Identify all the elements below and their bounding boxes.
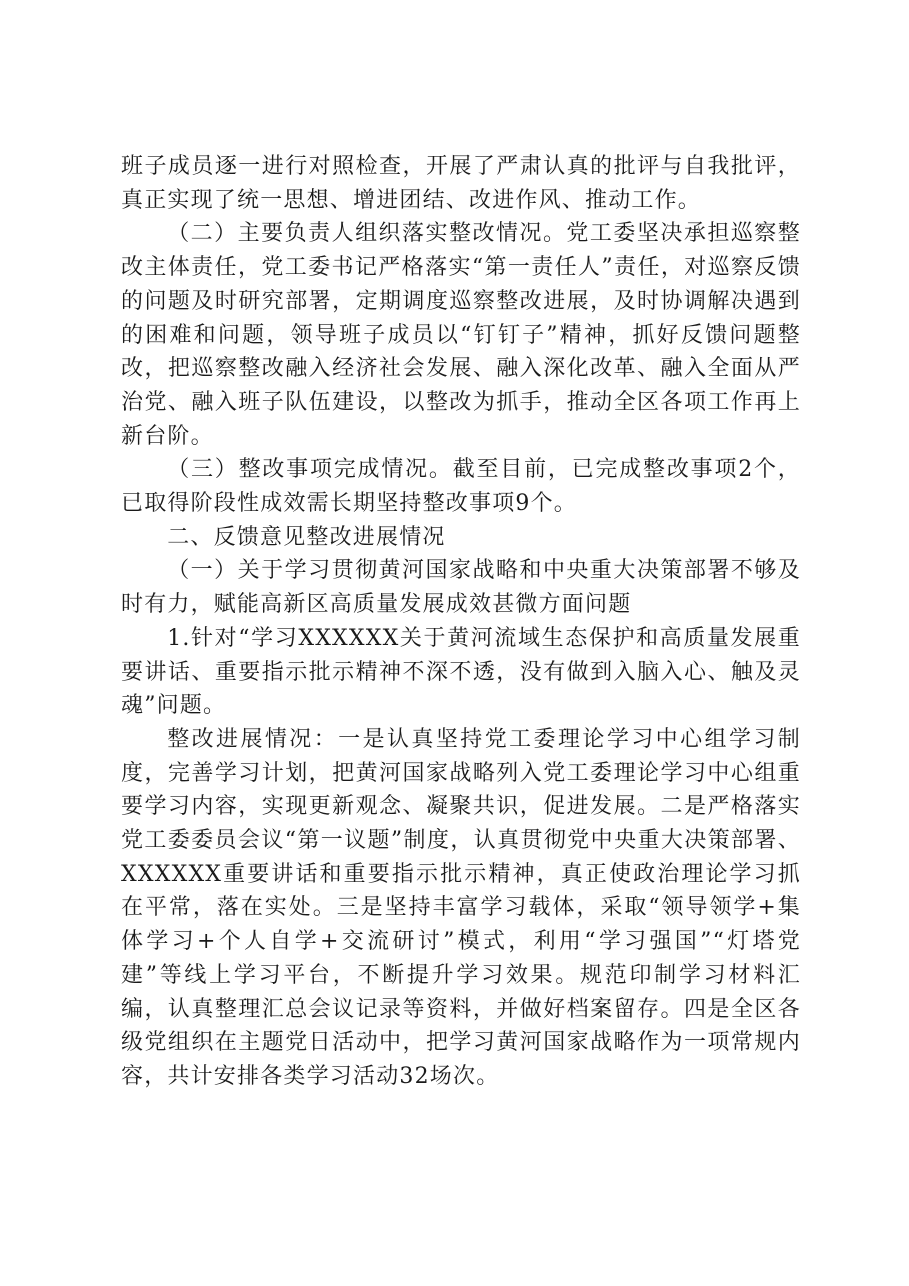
paragraph-continuation: 班子成员逐一进行对照检查，开展了严肃认真的批评与自我批评，真正实现了统一思想、增进团结、改进作风、推动工作。 — [121, 154, 801, 213]
paragraph-responsible-person-rectification: （二）主要负责人组织落实整改情况。党工委坚决承担巡察整改主体责任，党工委书记严格落实“第一责任人”责任，对巡察反馈的问题及时研究部署，定期调度巡察整改进展，及时协调解决遇到的困难和问题，领导班子成员以“钉钉子”精神，抓好反馈问题整改，把巡察整改融入经济社会发展、融入深化改革、融入全面从严治党、融入班子队伍建设，以整改为抓手，推动全区各项工作再上新台阶。 — [121, 221, 801, 449]
item-heading-study-speech: 1.针对“学习XXXXXX关于黄河流域生态保护和高质量发展重要讲话、重要指示批示精神不深不透，没有做到入脑入心、触及灵魂”问题。 — [121, 625, 801, 719]
subsection-heading-yellow-river-strategy: （一）关于学习贯彻黄河国家战略和中央重大决策部署不够及时有力，赋能高新区高质量发展成效甚微方面问题 — [121, 558, 801, 618]
paragraph-rectification-completion: （三）整改事项完成情况。截至目前，已完成整改事项2个，已取得阶段性成效需长期坚持整改事项9个。 — [121, 457, 801, 517]
document-body — [121, 150, 801, 1094]
paragraph-rectification-progress: 整改进展情况：一是认真坚持党工委理论学习中心组学习制度，完善学习计划，把黄河国家战略列入党工委理论学习中心组重要学习内容，实现更新观念、凝聚共识，促进发展。二是严格落实党工委委员会议“第一议题”制度，认真贯彻党中央重大决策部署、XXXXXX重要讲话和重要指示批示精神，真正使政治理论学习抓在平常，落在实处。三是坚持丰富学习载体，采取“领导领学+集体学习+个人自学+交流研讨”模式，利用“学习强国”“灯塔党建”等线上学习平台，不断提升学习效果。规范印制学习材料汇编，认真整理汇总会议记录等资料，并做好档案留存。四是全区各级党组织在主题党日活动中，把学习黄河国家战略作为一项常规内容，共计安排各类学习活动32场次。 — [121, 726, 801, 1089]
section-heading-feedback-progress: 二、反馈意见整改进展情况 — [167, 524, 446, 550]
